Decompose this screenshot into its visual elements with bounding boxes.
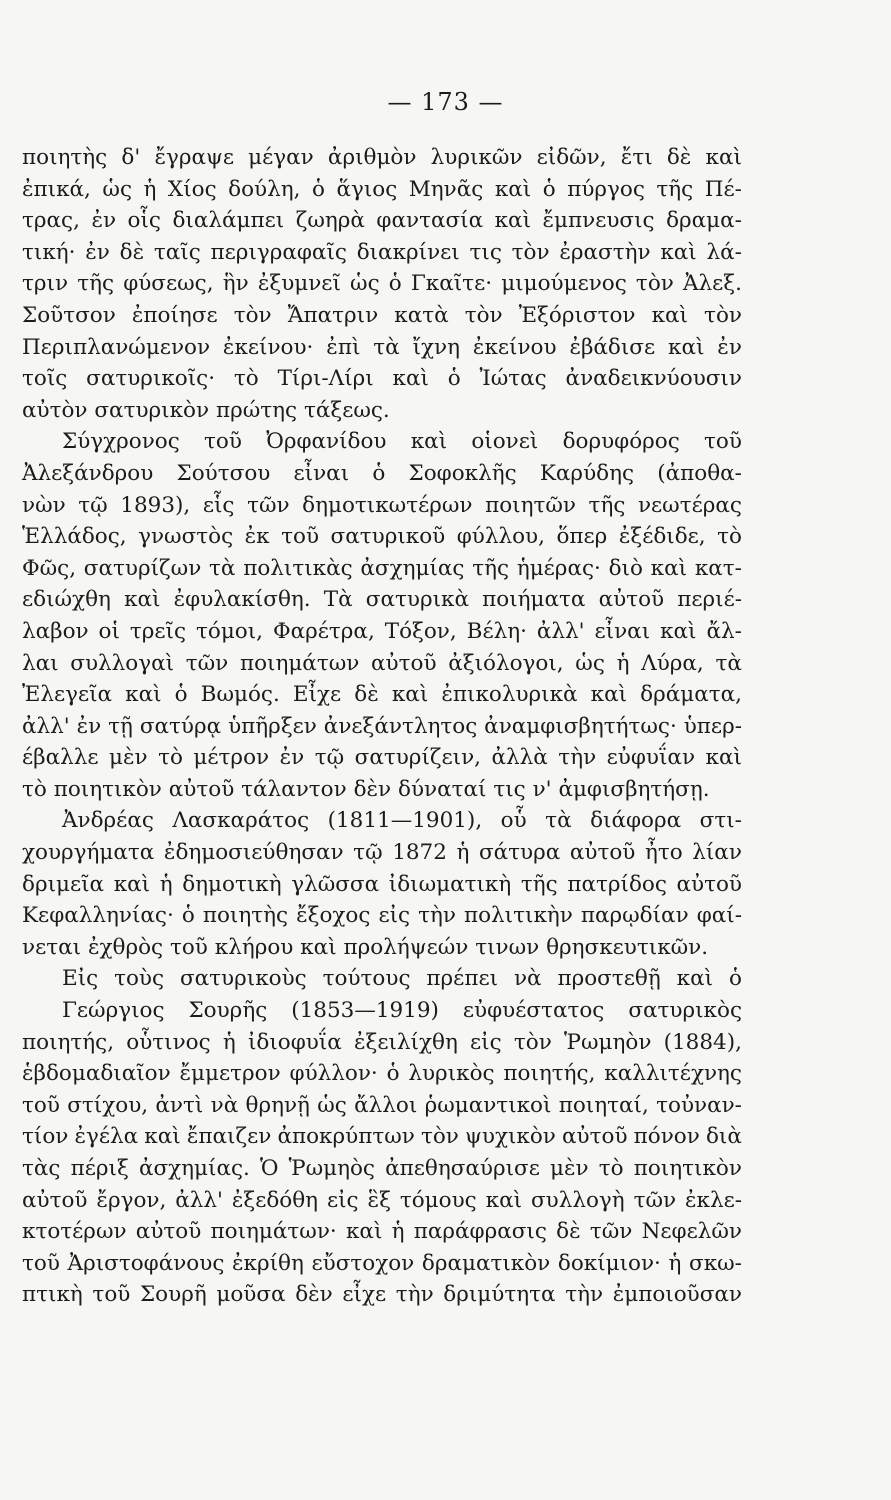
text-line: αὐτὸν σατυρικὸν πρώτης τάξεως.: [22, 397, 390, 423]
text-line: νὼν τῷ 1893), εἷς τῶν δημοτικωτέρων ποιητῶν τῆς νεωτέρας: [22, 492, 742, 518]
text-line: πτικὴ τοῦ Σουρῆ μοῦσα δὲν εἶχε τὴν δριμύτητα τὴν ἐμποιοῦσαν: [22, 1282, 742, 1308]
text-line: τὰς πέριξ ἀσχημίας. Ὁ Ῥωμηὸς ἀπεθησαύρισε μὲν τὸ ποιητικὸν: [22, 1156, 742, 1181]
text-line: ἑβδομαδιαῖον ἔμμετρον φύλλον· ὁ λυρικὸς ποιητής, καλλιτέχνης: [22, 1061, 742, 1087]
text-line: τοῦ στίχου, ἀντὶ νὰ θρηνῇ ὡς ἄλλοι ῥωμαντικοὶ ποιηταί, τοὐναν-: [22, 1092, 742, 1118]
text-line: τριν τῆς φύσεως, ἣν ἐξυμνεῖ ὡς ὁ Γκαῖτε· μιμούμενος τὸν Ἀλεξ.: [22, 271, 742, 297]
body-text: [22, 142, 742, 1311]
text-line: Ἐλεγεῖα καὶ ὁ Βωμός. Εἶχε δὲ καὶ ἐπικολυρικὰ καὶ δράματα,: [22, 682, 742, 708]
text-line: τὸ ποιητικὸν αὐτοῦ τάλαντον δὲν δύναταί τις ν' ἀμφισβητήσῃ.: [22, 776, 710, 802]
page-number: — 173 —: [387, 88, 504, 116]
text-line: τοῦ Ἀριστοφάνους ἐκρίθη εὔστοχον δραματικὸν δοκίμιον· ἡ σκω-: [22, 1250, 742, 1276]
text-line: κτοτέρων αὐτοῦ ποιημάτων· καὶ ἡ παράφρασις δὲ τῶν Νεφελῶν: [22, 1219, 742, 1245]
text-line: εδιώχθη καὶ ἐφυλακίσθη. Τὰ σατυρικὰ ποιήματα αὐτοῦ περιέ-: [22, 587, 742, 613]
text-line: τική· ἐν δὲ ταῖς περιγραφαῖς διακρίνει τις τὸν ἐραστὴν καὶ λά-: [22, 239, 742, 265]
text-line: Ἑλλάδος, γνωστὸς ἐκ τοῦ σατυρικοῦ φύλλου, ὅπερ ἐξέδιδε, τὸ: [22, 524, 742, 550]
text-line: Σοῦτσον ἐποίησε τὸν Ἄπατριν κατὰ τὸν Ἐξόριστον καὶ τὸν: [22, 302, 742, 328]
text-line: Ἀνδρέας Λασκαράτος (1811—1901), οὗ τὰ διάφορα στι-: [62, 808, 742, 834]
text-line: τρας, ἐν οἷς διαλάμπει ζωηρὰ φαντασία καὶ ἔμπνευσις δραμα-: [22, 208, 742, 234]
text-line: Γεώργιος Σουρῆς (1853—1919) εὐφυέστατος σατυρικὸς: [62, 998, 742, 1024]
text-line: τίον ἐγέλα καὶ ἔπαιζεν ἀποκρύπτων τὸν ψυχικὸν αὐτοῦ πόνον διὰ: [22, 1124, 742, 1150]
text-line: νεται ἐχθρὸς τοῦ κλήρου καὶ προλήψεών τινων θρησκευτικῶν.: [22, 934, 709, 960]
text-line: Εἰς τοὺς σατυρικοὺς τούτους πρέπει νὰ προστεθῇ καὶ ὁ: [62, 966, 742, 992]
text-line: ποιητής, οὗτινος ἡ ἰδιοφυΐα ἐξειλίχθη εἰς τὸν Ῥωμηὸν (1884),: [22, 1029, 742, 1055]
text-line: Κεφαλληνίας· ὁ ποιητὴς ἔξοχος εἰς τὴν πολιτικὴν παρῳδίαν φαί-: [22, 903, 742, 929]
text-line: Φῶς, σατυρίζων τὰ πολιτικὰς ἀσχημίας τῆς ἡμέρας· διὸ καὶ κατ-: [22, 555, 742, 581]
text-line: ποιητὴς δ' ἔγραψε μέγαν ἀριθμὸν λυρικῶν εἰδῶν, ἔτι δὲ καὶ: [22, 145, 742, 170]
text-line: Ἀλεξάνδρου Σούτσου εἶναι ὁ Σοφοκλῆς Καρύδης (ἀποθα-: [22, 460, 742, 486]
text-line: Περιπλανώμενον ἐκείνου· ἐπὶ τὰ ἴχνη ἐκείνου ἐβάδισε καὶ ἐν: [22, 334, 742, 360]
text-line: λαι συλλογαὶ τῶν ποιημάτων αὐτοῦ ἀξιόλογοι, ὡς ἡ Λύρα, τὰ: [22, 650, 742, 676]
text-line: λαβον οἱ τρεῖς τόμοι, Φαρέτρα, Τόξον, Βέλη· ἀλλ' εἶναι καὶ ἄλ-: [22, 618, 742, 644]
text-line: χουργήματα ἐδημοσιεύθησαν τῷ 1872 ἡ σάτυρα αὐτοῦ ἦτο λίαν: [22, 840, 742, 866]
text-line: τοῖς σατυρικοῖς· τὸ Τίρι-Λίρι καὶ ὁ Ἰώτας ἀναδεικνύουσιν: [22, 366, 742, 392]
text-line: δριμεῖα καὶ ἡ δημοτικὴ γλῶσσα ἰδιωματικὴ τῆς πατρίδος αὐτοῦ: [22, 871, 742, 897]
text-line: ἐπικά, ὡς ἡ Χίος δούλη, ὁ ἅγιος Μηνᾶς καὶ ὁ πύργος τῆς Πέ-: [22, 176, 742, 202]
text-line: αὐτοῦ ἔργον, ἀλλ' ἐξεδόθη εἰς ἓξ τόμους καὶ συλλογὴ τῶν ἐκλε-: [22, 1187, 742, 1213]
text-line: ἀλλ' ἐν τῇ σατύρᾳ ὑπῆρξεν ἀνεξάντλητος ἀναμφισβητήτως· ὑπερ-: [22, 713, 742, 739]
text-line: έβαλλε μὲν τὸ μέτρον ἐν τῷ σατυρίζειν, ἀλλὰ τὴν εὐφυΐαν καὶ: [22, 745, 742, 771]
text-line: Σύγχρονος τοῦ Ὀρφανίδου καὶ οἱονεὶ δορυφόρος τοῦ: [62, 429, 742, 455]
